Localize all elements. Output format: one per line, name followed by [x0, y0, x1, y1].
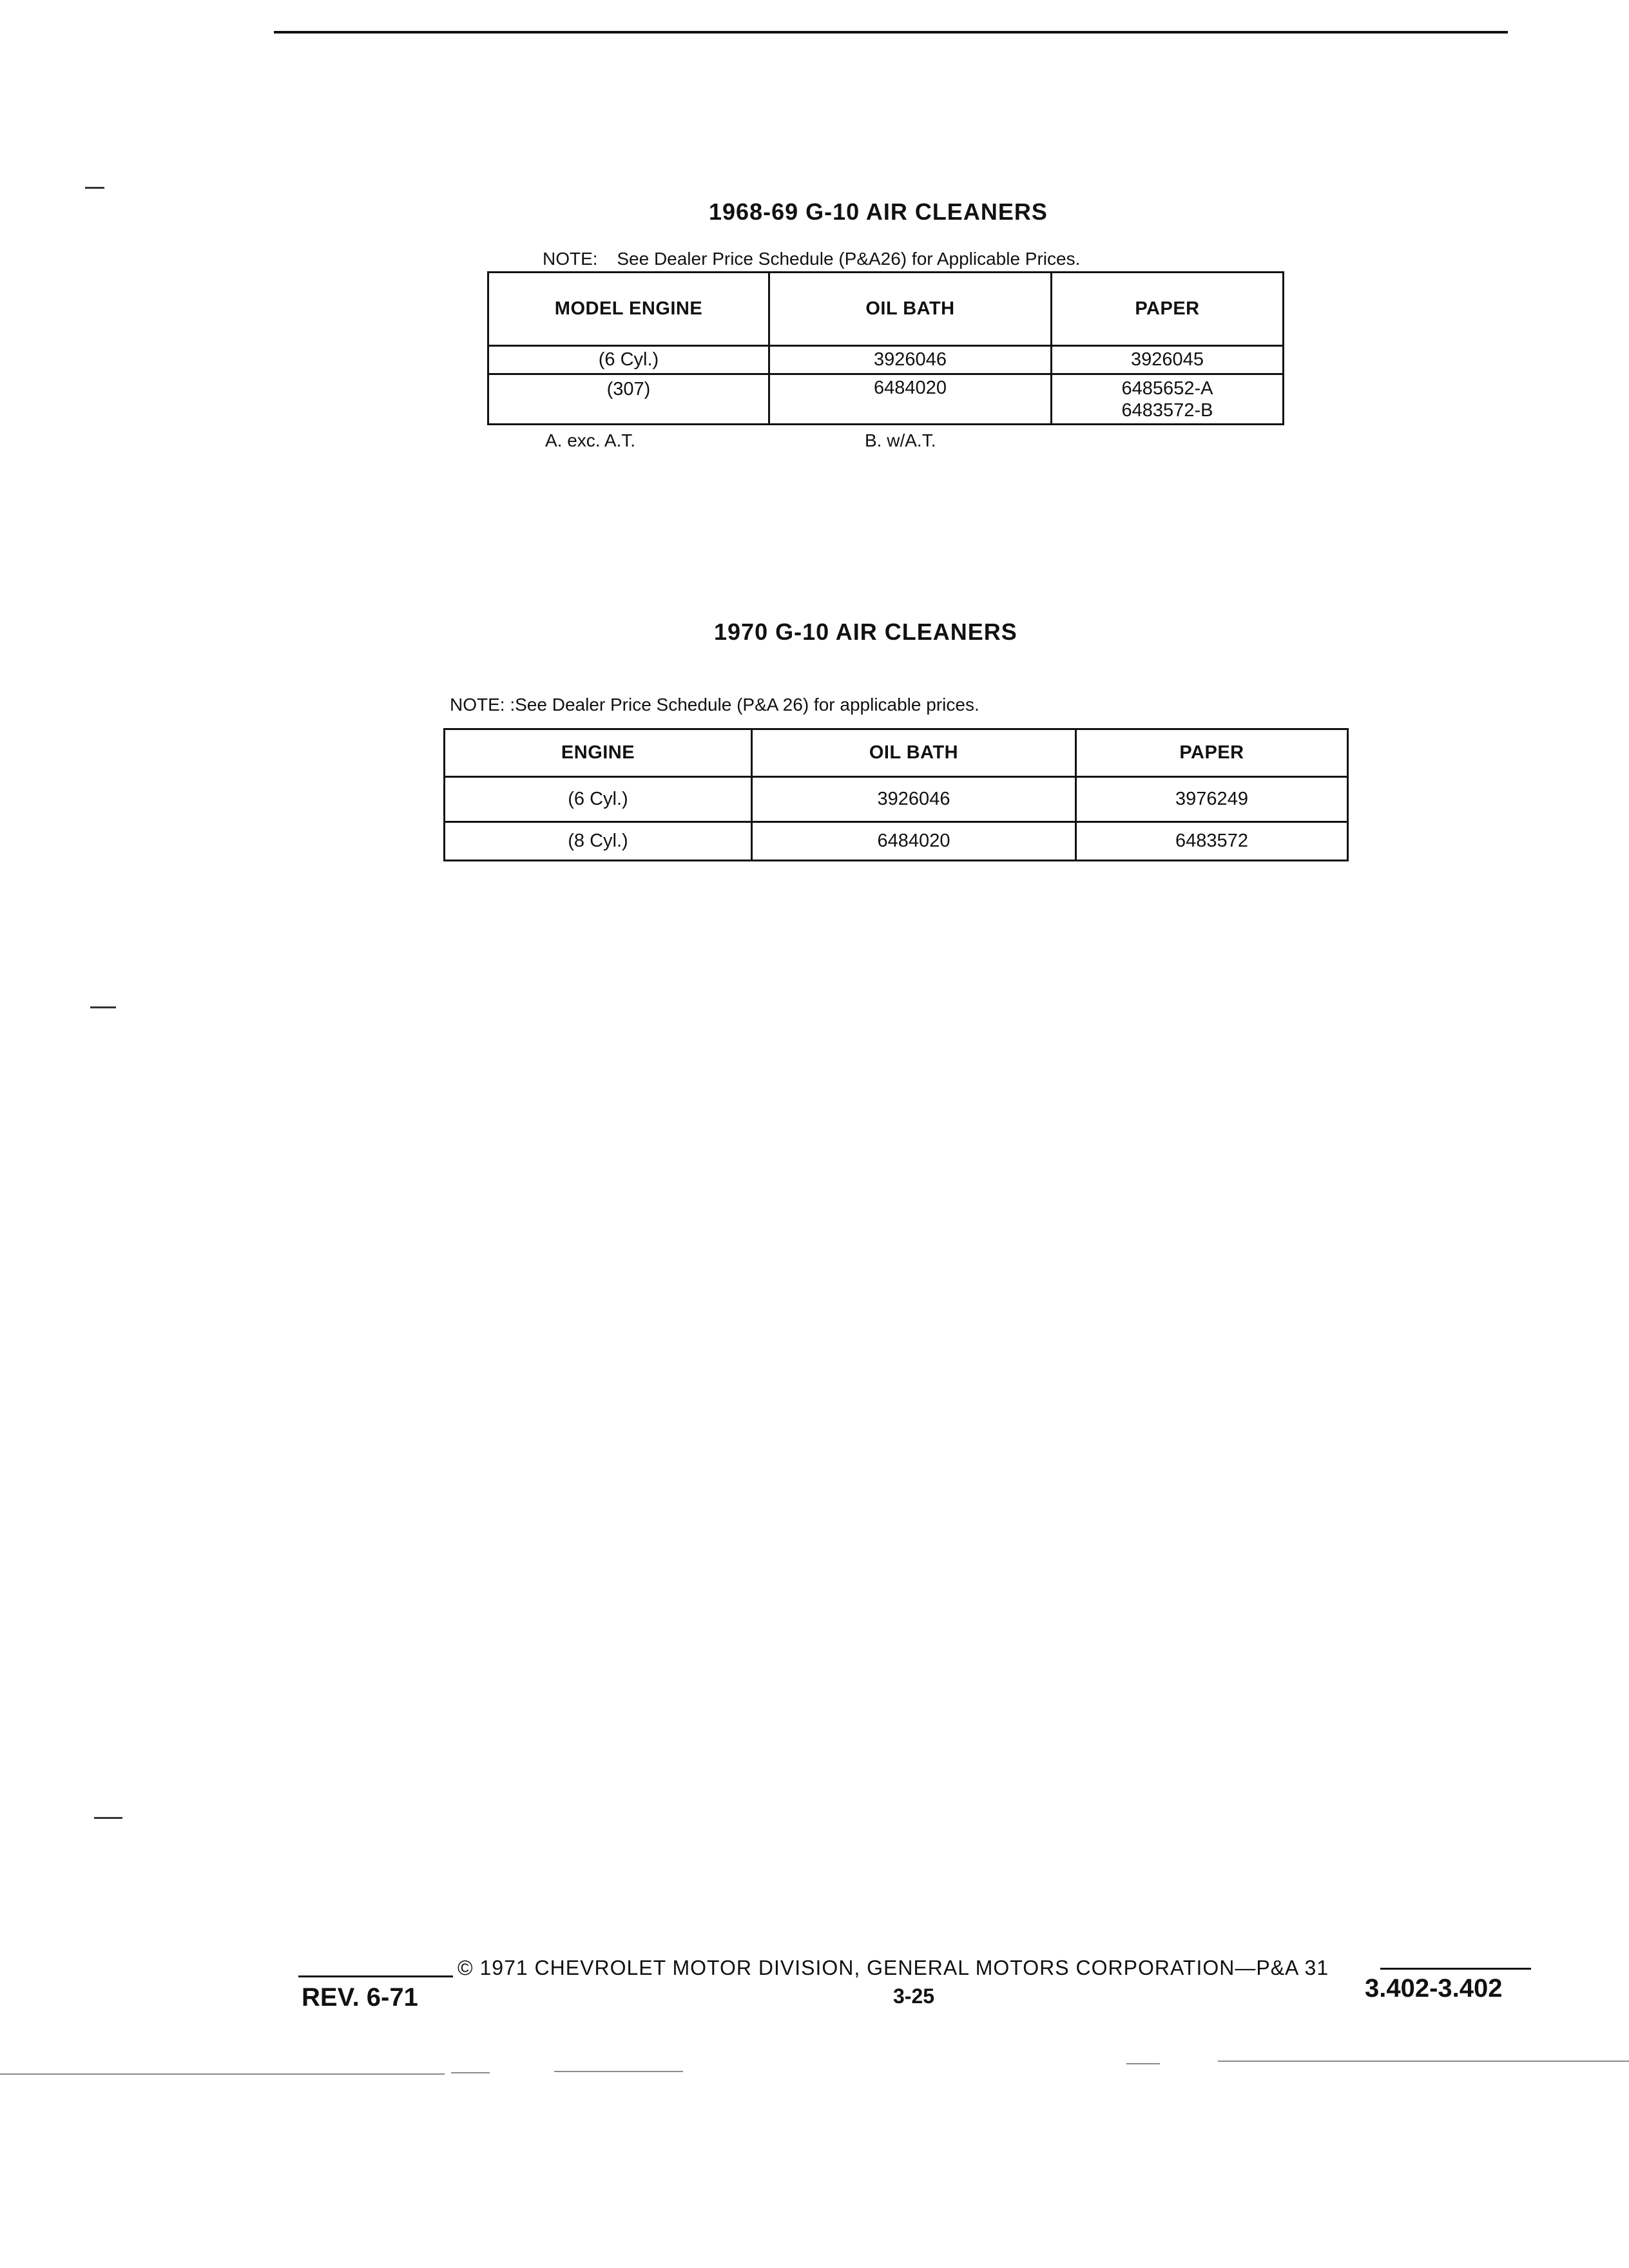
scan-line	[554, 2071, 683, 2072]
top-rule	[274, 31, 1508, 34]
margin-mark	[90, 1006, 116, 1008]
scan-line	[451, 2072, 490, 2073]
table-cell-engine: (307)	[488, 374, 769, 425]
section2-note: NOTE: :See Dealer Price Schedule (P&A 26) for applicable prices.	[450, 695, 979, 715]
table-cell-paper: 3976249	[1076, 777, 1348, 822]
table-cell-oil-bath: 3926046	[769, 346, 1052, 374]
footnote-b: B. w/A.T.	[865, 430, 936, 450]
section2-table	[443, 728, 1349, 861]
scan-line	[0, 2073, 445, 2075]
table-header: PAPER	[1076, 729, 1348, 777]
footer-rule-left	[298, 1975, 453, 1977]
section1-title: 1968-69 G-10 AIR CLEANERS	[709, 198, 1048, 225]
table-header: ENGINE	[445, 729, 752, 777]
paper-part-a: 6485652-A	[1121, 378, 1213, 399]
section1-note-label: NOTE:	[543, 249, 598, 269]
margin-mark	[94, 1817, 122, 1819]
table-header: OIL BATH	[752, 729, 1076, 777]
table-row	[488, 374, 1284, 425]
section1-note	[543, 249, 1080, 269]
copyright-line: © 1971 CHEVROLET MOTOR DIVISION, GENERAL MOTORS CORPORATION—P&A 31	[458, 1956, 1329, 1979]
table-row	[445, 822, 1348, 861]
scan-line	[1126, 2063, 1160, 2064]
margin-mark	[85, 187, 104, 189]
table-header: MODEL ENGINE	[488, 273, 769, 346]
table-cell-paper: 3926045	[1052, 346, 1284, 374]
table-cell-oil-bath: 6484020	[752, 822, 1076, 861]
table-cell-oil-bath: 3926046	[752, 777, 1076, 822]
table-cell-paper	[1052, 374, 1284, 425]
table-header: OIL BATH	[769, 273, 1052, 346]
paper-part-b: 6483572-B	[1121, 399, 1213, 421]
footnote-a: A. exc. A.T.	[545, 430, 636, 450]
revision-label: REV. 6-71	[302, 1983, 418, 2012]
table-row	[445, 777, 1348, 822]
table-cell-engine: (6 Cyl.)	[488, 346, 769, 374]
table-cell-engine: (8 Cyl.)	[445, 822, 752, 861]
section2-title: 1970 G-10 AIR CLEANERS	[714, 619, 1017, 645]
table-cell-engine: (6 Cyl.)	[445, 777, 752, 822]
page-number: 3-25	[893, 1984, 935, 2008]
scan-line	[1218, 2061, 1629, 2062]
table-cell-paper: 6483572	[1076, 822, 1348, 861]
footer-rule-right	[1380, 1968, 1531, 1970]
section-number: 3.402-3.402	[1365, 1974, 1503, 2003]
table-cell-oil-bath: 6484020	[769, 374, 1052, 425]
table-header: PAPER	[1052, 273, 1284, 346]
section1-table	[487, 271, 1284, 425]
table-row	[488, 346, 1284, 374]
section1-note-text: See Dealer Price Schedule (P&A26) for Applicable Prices.	[617, 249, 1081, 269]
